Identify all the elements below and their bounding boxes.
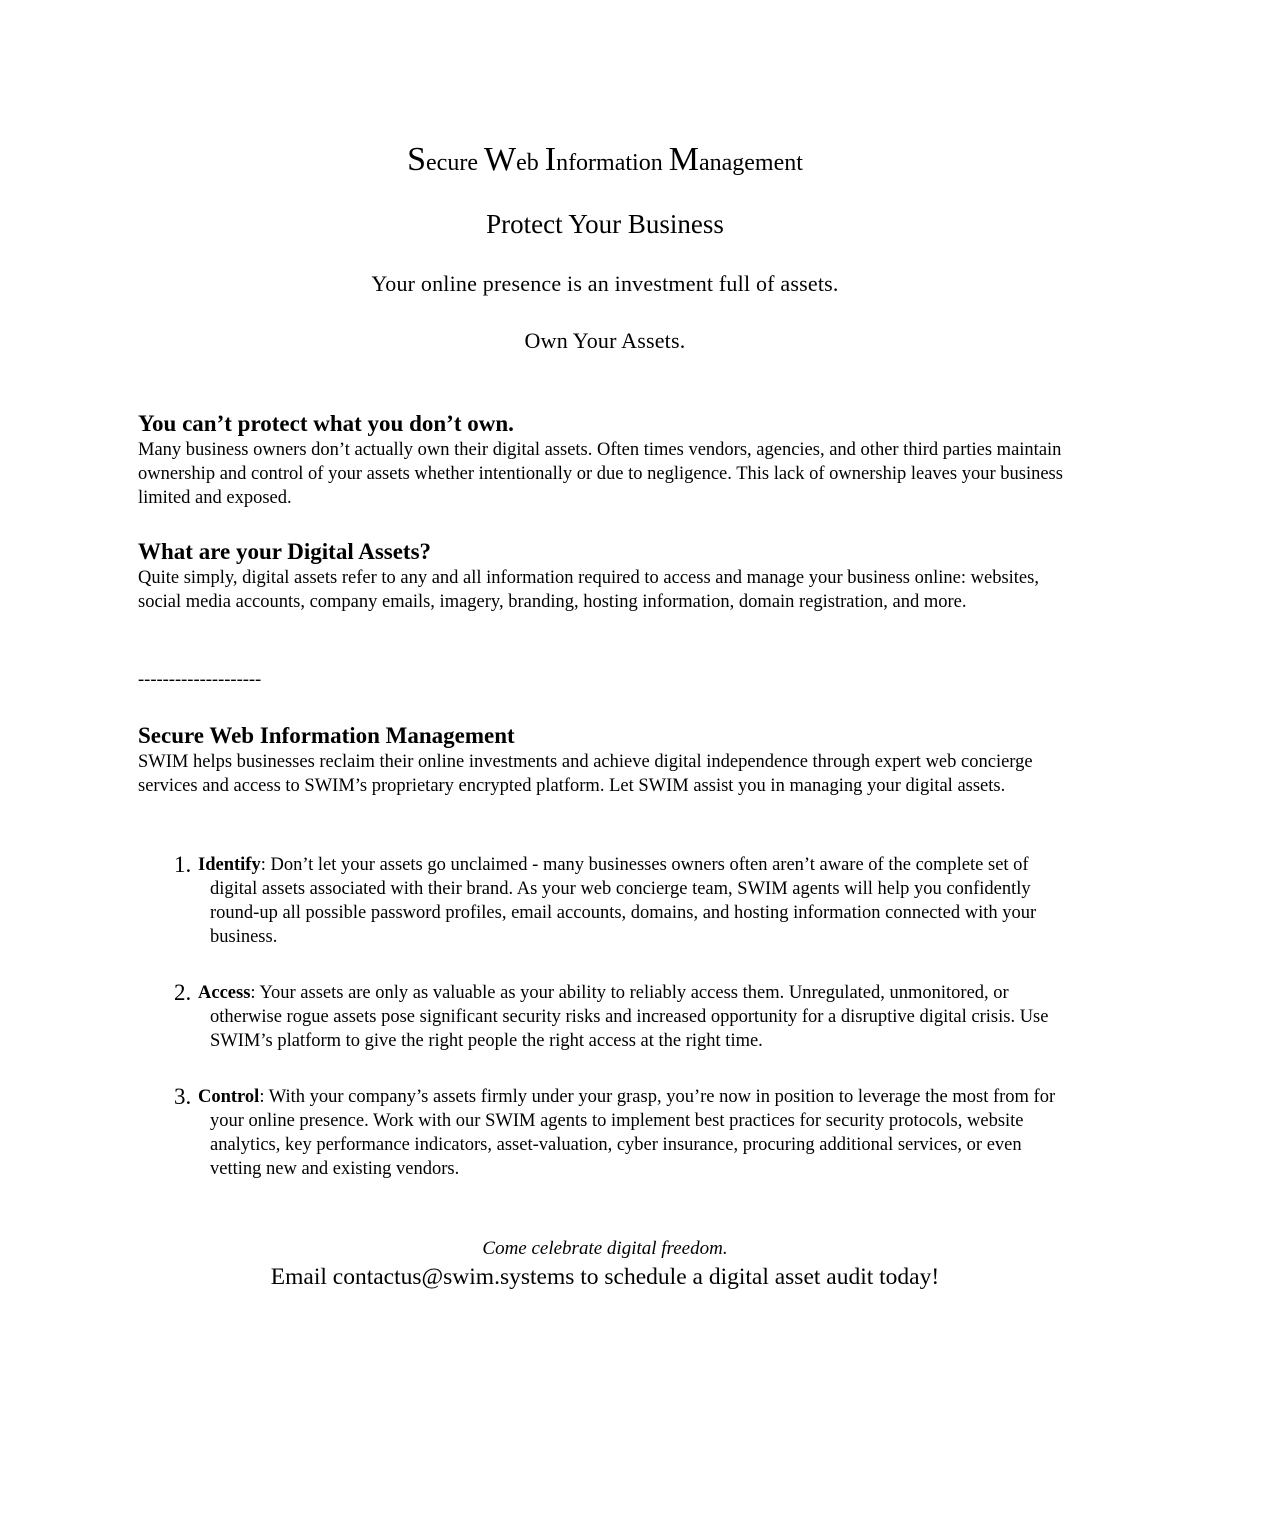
title-initial-m: M: [668, 141, 699, 178]
list-item-term: Access: [198, 983, 251, 1003]
list-number: 1.: [174, 852, 192, 877]
title-initial-i: I: [544, 141, 557, 178]
section-digital-assets: [138, 538, 1078, 614]
section-ownership: [138, 410, 1078, 510]
list-number: 2.: [174, 980, 192, 1005]
document-title: [0, 140, 1210, 183]
document-subtitle: Protect Your Business: [486, 209, 724, 239]
list-item-text: : Don’t let your assets go unclaimed - many businesses owners often aren’t aware of the complete set of digital assets associated with their brand. As your web concierge team, SWIM agents will help you confidently round-up all possible password profiles, email accounts, domains, and hosting information connected with your business.: [210, 855, 1037, 947]
closing-line: Come celebrate digital freedom.: [482, 1238, 728, 1259]
title-word-web: eb: [516, 150, 545, 176]
list-item-text: : With your company’s assets firmly under your grasp, you’re now in position to leverage the most from for your online presence. Work with our SWIM agents to implement best practices for security protocols, website analytics, key performance indicators, asset-valuation, cyber insurance, procuring additional services, or even vetting new and existing vendors.: [210, 1087, 1056, 1179]
title-initial-s: S: [407, 141, 427, 178]
document-tagline: Your online presence is an investment full of assets.: [371, 271, 839, 296]
section-heading: Secure Web Information Management: [138, 723, 515, 748]
list-item-body: [174, 853, 1064, 949]
title-word-secure: ecure: [426, 150, 484, 176]
title-word-information: nformation: [556, 150, 669, 176]
section-swim: [138, 722, 1078, 798]
list-item-term: Control: [198, 1087, 260, 1107]
section-body: SWIM helps businesses reclaim their online investments and achieve digital independence through expert web concierge services and access to SWIM’s proprietary encrypted platform. Let SWIM assist you in managing your digital assets.: [138, 752, 1033, 796]
list-item-text: : Your assets are only as valuable as your ability to reliably access them. Unregulated, unmonitored, or otherwise rogue assets pose significant security risks and increased opportunity for a disruptive digital crisis. Use SWIM’s platform to give the right people the right access at the right time.: [210, 983, 1049, 1051]
list-item-body: [174, 1085, 1064, 1181]
section-heading: What are your Digital Assets?: [138, 539, 432, 564]
list-item-body: [174, 981, 1064, 1053]
section-heading: You can’t protect what you don’t own.: [138, 411, 514, 436]
call-to-action: Email contactus@swim.systems to schedule a digital asset audit today!: [270, 1264, 940, 1290]
list-item-control: [174, 1085, 1064, 1181]
section-body: Quite simply, digital assets refer to any and all information required to access and manage your business online: websites, social media accounts, company emails, imagery, branding, hosting information, domain registration, and more.: [138, 568, 1039, 612]
list-item-identify: [174, 853, 1064, 949]
section-body: Many business owners don’t actually own their digital assets. Often times vendors, agencies, and other third parties maintain ownership and control of your assets whether intentionally or due to negligence. This lack of ownership leaves your business limited and exposed.: [138, 440, 1063, 508]
list-item-access: [174, 981, 1064, 1053]
document-slogan: Own Your Assets.: [524, 328, 686, 353]
list-number: 3.: [174, 1084, 192, 1109]
title-word-management: anagement: [698, 150, 803, 176]
list-item-term: Identify: [198, 855, 261, 875]
title-initial-w: W: [483, 141, 517, 178]
text-divider: --------------------: [138, 670, 262, 690]
